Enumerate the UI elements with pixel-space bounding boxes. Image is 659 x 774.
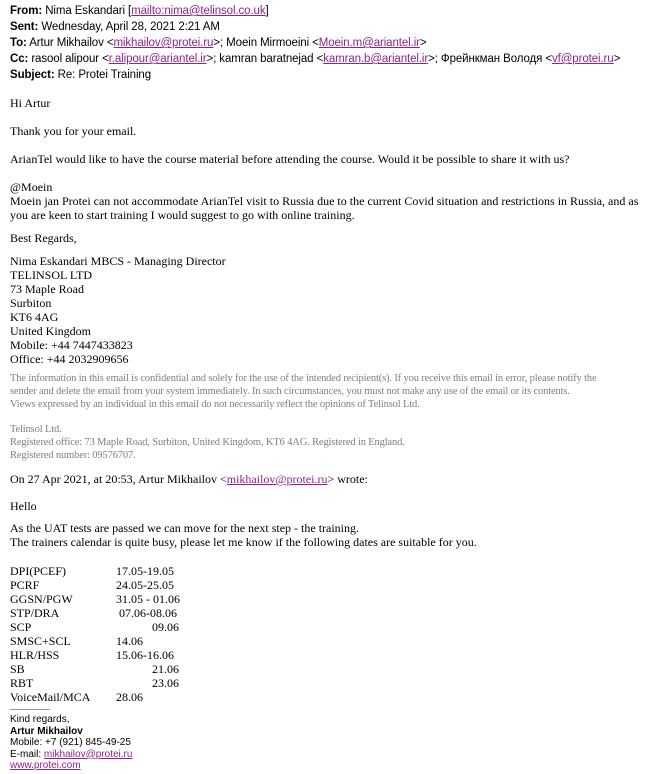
course-name: STP/DRA <box>10 606 60 620</box>
schedule-row <box>10 606 649 620</box>
schedule-row <box>10 690 649 704</box>
course-name: SB <box>10 662 25 676</box>
sender-name: Artur Mikhailov <box>10 725 83 737</box>
course-dates: 07.06-08.06 <box>116 606 177 620</box>
confidentiality-disclaimer <box>10 372 649 411</box>
company-line: Registered number: 09576707. <box>10 450 136 461</box>
course-name: VoiceMail/MCA <box>10 690 91 704</box>
thanks-text: Thank you for your email. <box>10 124 137 138</box>
quoted-email-intro <box>10 472 649 486</box>
to-recipient-link-1[interactable]: mikhailov@protei.ru <box>113 37 214 49</box>
kind-regards-text: Kind regards, <box>10 714 70 725</box>
signature-line: 73 Maple Road <box>10 282 84 296</box>
cc-recipient-link-3[interactable]: vf@protei.ru <box>551 53 614 65</box>
email-link[interactable]: mikhailov@protei.ru <box>43 748 133 760</box>
course-name: PCRF <box>10 578 40 592</box>
sent-label: Sent: <box>10 21 39 33</box>
schedule-row <box>10 592 649 606</box>
quote-hello-text: Hello <box>10 499 37 513</box>
greeting-text: Hi Artur <box>10 96 51 110</box>
sender-signature <box>10 254 649 366</box>
to-recipient-1-name: Artur Mikhailov < <box>26 37 114 49</box>
disclaimer-line: sender and delete the email from your system immediately. In such circumstances, you must not make any use of the email or its contents. <box>10 386 570 397</box>
cc-recipient-link-1[interactable]: r.alipour@ariantel.ir <box>108 53 207 65</box>
email-row <box>10 749 649 761</box>
course-name: RBT <box>10 676 34 690</box>
signature-line: Nima Eskandari MBCS - Managing Director <box>10 254 226 268</box>
quote-body-text <box>10 521 649 549</box>
signature-line: United Kingdom <box>10 324 91 338</box>
signature-divider <box>10 709 50 710</box>
disclaimer-line: Views expressed by an individual in this email do not necessarily reflect the opinions of Telinsol Ltd. <box>10 399 420 410</box>
training-schedule <box>10 564 649 704</box>
schedule-row <box>10 676 649 690</box>
cc-label: Cc: <box>10 53 29 65</box>
signature-line: Mobile: +44 7447433823 <box>10 338 133 352</box>
header-from-row <box>10 3 649 19</box>
course-dates: 23.06 <box>116 676 179 690</box>
course-dates: 21.06 <box>116 662 179 676</box>
to-recipient-2-name: >; Moein Mirmoeini < <box>213 37 319 49</box>
quote-body-line: As the UAT tests are passed we can move for the next step - the training. <box>10 521 360 535</box>
cc-recipient-1-name: rasool alipour < <box>28 53 109 65</box>
schedule-row <box>10 564 649 578</box>
signature-line: KT6 4AG <box>10 310 59 324</box>
quote-body-line: The trainers calendar is quite busy, please let me know if the following dates are suitable for you. <box>10 535 477 549</box>
course-dates: 31.05 - 01.06 <box>116 592 180 606</box>
course-dates: 28.06 <box>116 690 143 704</box>
website-link[interactable]: www.protei.com <box>10 760 81 771</box>
company-line: Telinsol Ltd. <box>10 424 62 435</box>
disclaimer-line: The information in this email is confidential and solely for the use of the intended recipient(s). If you receive this email in error, please notify the <box>10 373 597 384</box>
cc-bracket-close: > <box>613 53 621 65</box>
to-bracket-close: > <box>419 37 427 49</box>
moein-paragraph <box>10 180 649 222</box>
cc-recipient-3-name: >; Фрейнкман Володя < <box>428 53 552 65</box>
course-name: GGSN/PGW <box>10 592 73 606</box>
course-dates: 24.05-25.05 <box>116 578 174 592</box>
course-dates: 17.05-19.05 <box>116 564 174 578</box>
course-name: SMSC+SCL <box>10 634 71 648</box>
course-name: DPI(PCEF) <box>10 564 67 578</box>
moein-mention-text: @Moein <box>10 180 53 194</box>
header-cc-row <box>10 51 649 67</box>
email-header-block <box>10 3 649 83</box>
signature-line: Surbiton <box>10 296 52 310</box>
sent-datetime: Wednesday, April 28, 2021 2:21 AM <box>38 21 220 33</box>
subject-text: Re: Protei Training <box>54 69 152 81</box>
quoted-sender-signature <box>10 714 649 772</box>
schedule-row <box>10 662 649 676</box>
from-sender-name: Nima Eskandari [ <box>42 5 132 17</box>
from-mailto-link[interactable]: mailto:nima@telinsol.co.uk <box>131 5 266 17</box>
company-line: Registered office: 73 Maple Road, Surbiton, United Kingdom, KT6 4AG. Registered in England. <box>10 437 405 448</box>
course-name: HLR/HSS <box>10 648 60 662</box>
course-dates: 14.06 <box>116 634 143 648</box>
course-dates: 15.06-16.06 <box>116 648 174 662</box>
quote-intro-text: On 27 Apr 2021, at 20:53, Artur Mikhailov < <box>10 472 227 486</box>
cc-recipient-link-2[interactable]: kamran.b@ariantel.ir <box>323 53 429 65</box>
closing-text: Best Regards, <box>10 231 77 245</box>
header-subject-row <box>10 67 649 83</box>
subject-label: Subject: <box>10 69 55 81</box>
email-label: E-mail: <box>10 748 44 760</box>
schedule-row <box>10 648 649 662</box>
website-row <box>10 760 649 772</box>
from-label: From: <box>10 5 43 17</box>
signature-line: Office: +44 2032909656 <box>10 352 129 366</box>
mobile-number: Mobile: +7 (921) 845-49-25 <box>10 737 131 748</box>
schedule-row <box>10 634 649 648</box>
course-dates: 09.06 <box>116 620 179 634</box>
moein-body-text: Moein jan Protei can not accommodate ArianTel visit to Russia due to the current Covid situation and restrictions in Russia, and as you are keen to start training I would suggest to go with online training. <box>10 194 639 222</box>
header-to-row <box>10 35 649 51</box>
signature-line: TELINSOL LTD <box>10 268 93 282</box>
company-registration <box>10 423 649 462</box>
header-sent-row <box>10 19 649 35</box>
schedule-row <box>10 578 649 592</box>
schedule-row <box>10 620 649 634</box>
to-recipient-link-2[interactable]: Moein.m@ariantel.ir <box>318 37 420 49</box>
course-name: SCP <box>10 620 32 634</box>
cc-recipient-2-name: >; kamran baratnejad < <box>206 53 324 65</box>
from-bracket-close: ] <box>265 5 269 17</box>
quote-intro-suffix: > wrote: <box>327 472 368 486</box>
to-label: To: <box>10 37 27 49</box>
request-text: ArianTel would like to have the course material before attending the course. Would it be possible to share it with us? <box>10 152 570 166</box>
quoted-sender-email-link[interactable]: mikhailov@protei.ru <box>226 472 328 486</box>
